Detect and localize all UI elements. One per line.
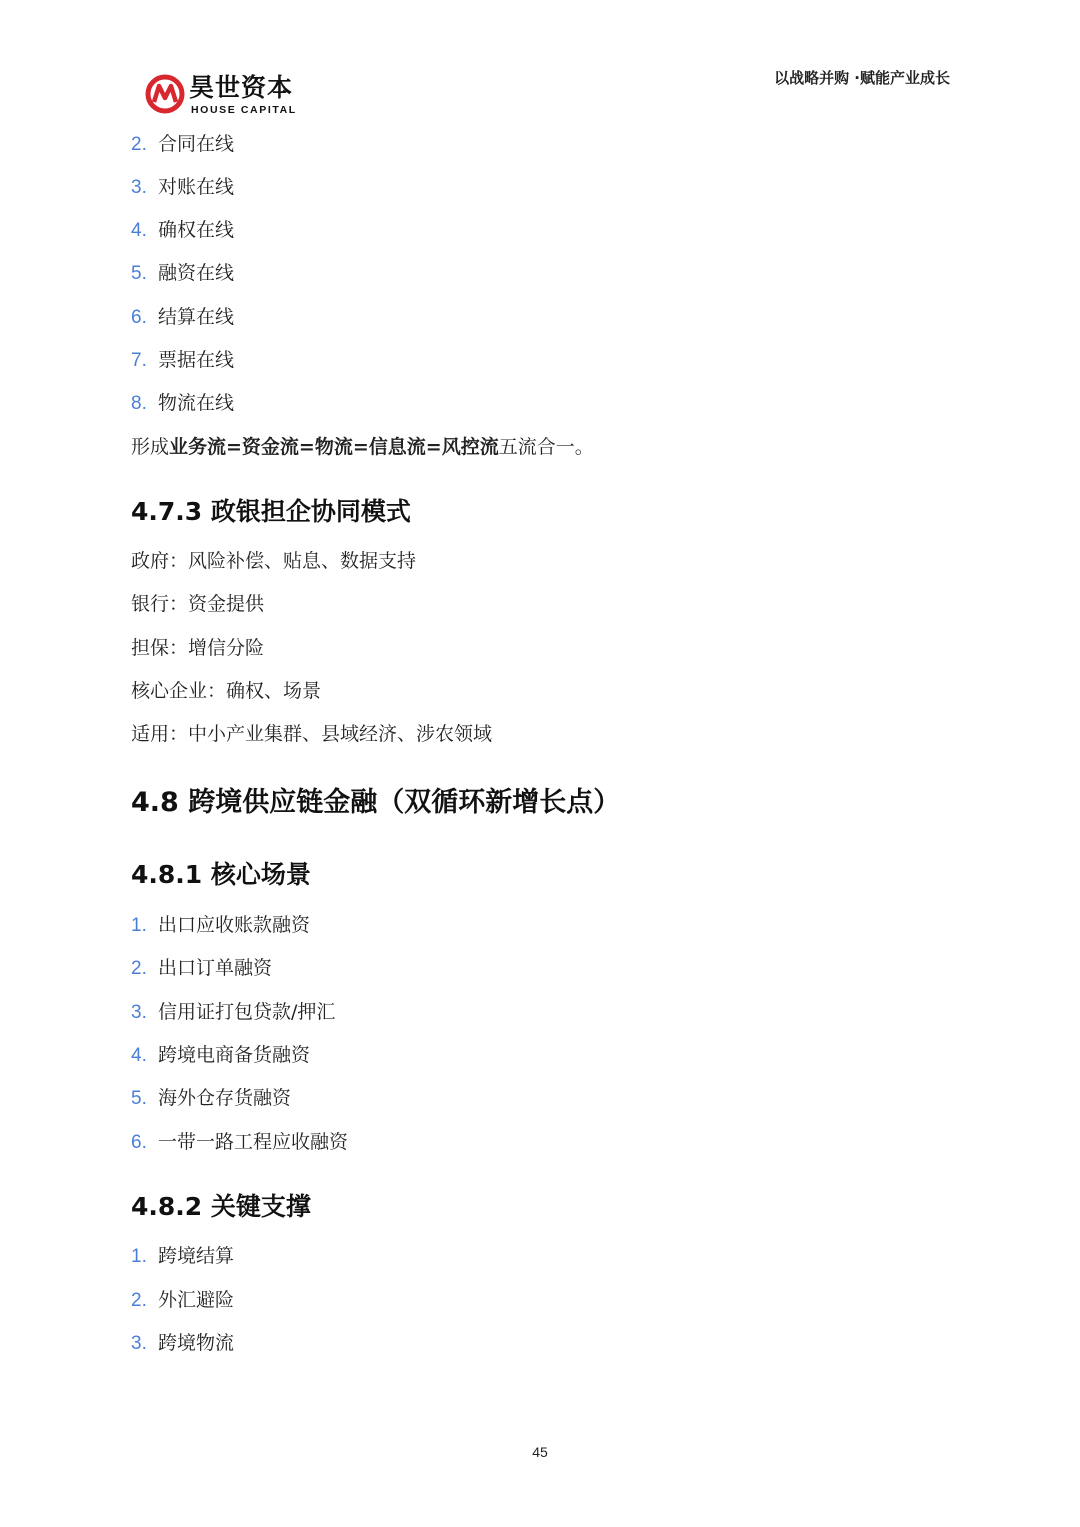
section-heading-4-8: 4.8 跨境供应链金融（双循环新增长点） [131, 787, 621, 818]
list-number: 6. [131, 1132, 147, 1153]
list-item [131, 1330, 234, 1357]
list-number: 2. [131, 1290, 147, 1311]
paragraph-item: 担保：增信分险 [131, 637, 265, 659]
list-number: 4. [131, 220, 147, 241]
list-number: 4. [131, 1045, 147, 1066]
list-number: 2. [131, 958, 147, 979]
paragraph-item: 银行：资金提供 [131, 593, 265, 615]
logo-chinese-name: 昊世资本 [189, 73, 294, 102]
list-number: 1. [131, 1246, 147, 1267]
list-text: 信用证打包贷款/押汇 [158, 1001, 336, 1023]
list-item [131, 347, 234, 374]
list-item [131, 390, 234, 417]
list-text: 合同在线 [158, 133, 235, 155]
list-text: 跨境物流 [158, 1332, 235, 1354]
list-item [131, 174, 234, 201]
page-number: 45 [532, 1444, 548, 1460]
list-item [131, 1085, 291, 1112]
summary-paragraph [131, 434, 594, 460]
list-number: 6. [131, 307, 147, 328]
list-text: 物流在线 [158, 392, 235, 414]
section-heading-4-7-3: 4.7.3 政银担企协同模式 [131, 497, 411, 526]
list-item [131, 304, 234, 331]
list-text: 出口应收账款融资 [158, 914, 311, 936]
company-logo [145, 72, 315, 120]
list-text: 外汇避险 [158, 1289, 235, 1311]
paragraph-item: 核心企业：确权、场景 [131, 680, 322, 702]
paragraph-item: 适用：中小产业集群、县域经济、涉农领域 [131, 723, 493, 745]
list-item [131, 217, 234, 244]
list-text: 融资在线 [158, 262, 235, 284]
list-number: 3. [131, 1333, 147, 1354]
logo-mark-icon [145, 74, 185, 114]
header-slogan: 以战略并购 ·赋能产业成长 [774, 69, 950, 87]
list-item [131, 1042, 310, 1069]
list-text: 出口订单融资 [158, 957, 273, 979]
list-item [131, 955, 272, 982]
section-heading-4-8-2: 4.8.2 关键支撑 [131, 1192, 311, 1221]
list-item [131, 260, 234, 287]
section-heading-4-8-1: 4.8.1 核心场景 [131, 860, 311, 889]
paragraph-item: 政府：风险补偿、贴息、数据支持 [131, 550, 417, 572]
list-item [131, 912, 310, 939]
list-text: 票据在线 [158, 349, 235, 371]
list-text: 跨境结算 [158, 1245, 235, 1267]
summary-bold: 业务流=资金流=物流=信息流=风控流 [169, 436, 499, 458]
list-text: 对账在线 [158, 176, 235, 198]
list-number: 8. [131, 393, 147, 414]
list-item [131, 131, 234, 158]
list-item [131, 1129, 348, 1156]
list-number: 5. [131, 1088, 147, 1109]
summary-suffix: 五流合一。 [498, 436, 594, 458]
list-text: 海外仓存货融资 [158, 1087, 292, 1109]
list-item [131, 1243, 234, 1270]
list-number: 3. [131, 1002, 147, 1023]
list-text: 结算在线 [158, 306, 235, 328]
list-item [131, 999, 335, 1026]
list-text: 跨境电商备货融资 [158, 1044, 311, 1066]
summary-prefix: 形成 [131, 436, 170, 458]
list-number: 1. [131, 915, 147, 936]
list-number: 2. [131, 134, 147, 155]
list-number: 5. [131, 263, 147, 284]
list-number: 7. [131, 350, 147, 371]
logo-english-name: HOUSE CAPITAL [191, 104, 297, 116]
list-text: 一带一路工程应收融资 [158, 1131, 349, 1153]
list-number: 3. [131, 177, 147, 198]
list-item [131, 1287, 234, 1314]
list-text: 确权在线 [158, 219, 235, 241]
